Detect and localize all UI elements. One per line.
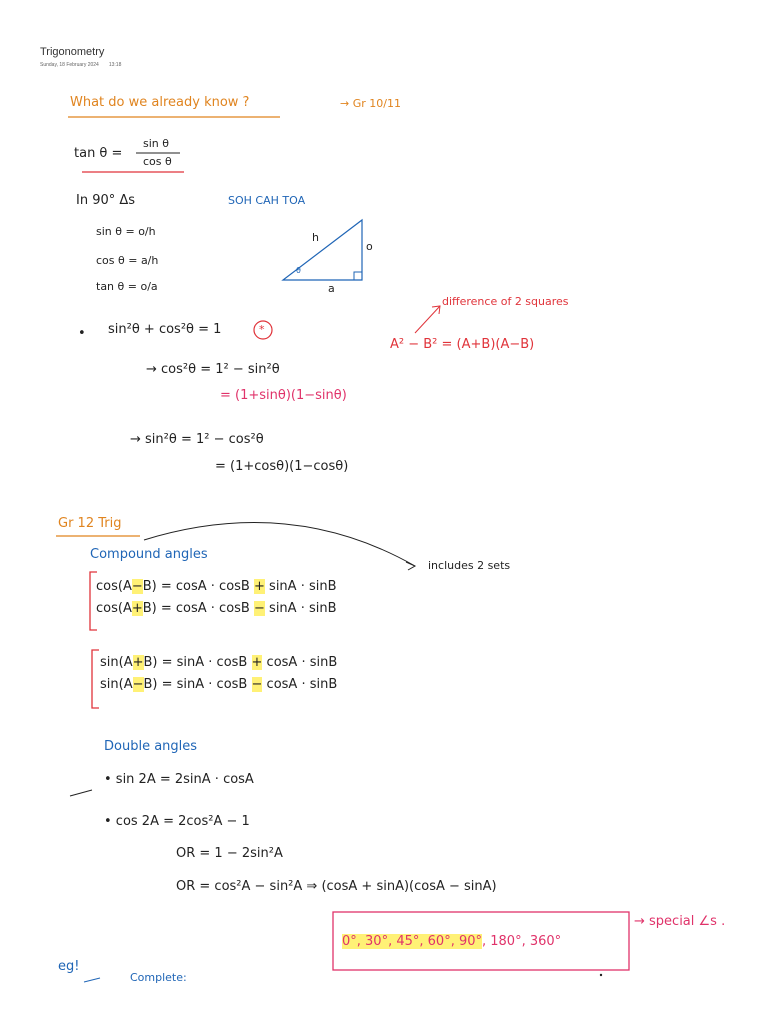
cos2a-or1: OR = 1 − 2sin²A (176, 846, 283, 861)
sin2a-formula: • sin 2A = 2sinA · cosA (104, 772, 254, 787)
highlight-op: − (254, 601, 265, 616)
highlight-op: − (132, 677, 144, 692)
special-angles: 0°, 30°, 45°, 60°, 90°, 180°, 360° (342, 934, 562, 949)
special-angles-label: → special ∠s . (634, 914, 726, 929)
star-mark: * (259, 323, 265, 336)
highlight-op: + (131, 601, 143, 616)
highlight-op: + (132, 655, 144, 670)
complete-label: Complete: (130, 971, 187, 984)
highlight-op: + (254, 579, 265, 594)
time-text: 13:18 (108, 62, 122, 68)
triangle-intro: In 90° Δs (76, 193, 136, 208)
pythag-step3: → sin²θ = 1² − cos²θ (130, 432, 264, 447)
cos-sum-formula: cos(A−B) = cosA · cosB + sinA · sinB (96, 579, 337, 594)
sin-ratio: sin θ = o/h (96, 225, 156, 238)
tan-ratio: tan θ = o/a (96, 280, 158, 293)
pythag-step2: = (1+sinθ)(1−sinθ) (220, 388, 347, 403)
label-o: o (366, 240, 373, 253)
squares-arrow (415, 306, 440, 333)
tan-lhs: tan θ = (74, 146, 123, 161)
gr12-heading: Gr 12 Trig (58, 516, 122, 531)
sin-sum-formula: sin(A+B) = sinA · cosB + cosA · sinB (100, 655, 338, 670)
section1-heading: What do we already know ? (70, 95, 250, 110)
cos-diff-formula: cos(A+B) = cosA · cosB − sinA · sinB (96, 601, 337, 616)
cos-ratio: cos θ = a/h (96, 254, 159, 267)
soh-cah-toa: SOH CAH TOA (228, 194, 306, 207)
double-heading: Double angles (104, 739, 198, 754)
tan-numerator: sin θ (143, 137, 169, 150)
squares-formula: A² − B² = (A+B)(A−B) (390, 337, 535, 352)
side-arrow (70, 790, 92, 796)
tan-denominator: cos θ (143, 155, 172, 168)
label-h: h (312, 231, 319, 244)
right-angle-marker (354, 272, 362, 280)
squares-note: difference of 2 squares (442, 295, 569, 308)
pythag-identity: sin²θ + cos²θ = 1 (108, 322, 222, 337)
compound-heading: Compound angles (90, 547, 208, 562)
pythag-step4: = (1+cosθ)(1−cosθ) (215, 459, 349, 474)
label-a: a (328, 282, 335, 295)
eg-label: eg! (58, 959, 80, 974)
highlight-op: − (131, 579, 143, 594)
label-theta: θ (296, 266, 301, 275)
page-title: Trigonometry (40, 46, 105, 58)
bullet: • (78, 326, 86, 341)
sin-bracket (92, 650, 99, 708)
pythag-step1: → cos²θ = 1² − sin²θ (146, 362, 280, 377)
cos2a-formula: • cos 2A = 2cos²A − 1 (104, 814, 250, 829)
includes-note: includes 2 sets (428, 559, 511, 572)
cos2a-or2: OR = cos²A − sin²A ⇒ (cosA + sinA)(cosA − sinA) (176, 879, 497, 894)
highlight-op: − (251, 677, 263, 692)
section1-ref: → Gr 10/11 (340, 97, 401, 110)
highlight-op: + (251, 655, 263, 670)
sin-diff-formula: sin(A−B) = sinA · cosB − cosA · sinB (100, 677, 338, 692)
right-triangle (283, 220, 362, 280)
special-angles-highlighted: 0°, 30°, 45°, 60°, 90° (342, 934, 482, 949)
date-text: Sunday, 18 February 2024 (40, 62, 99, 68)
